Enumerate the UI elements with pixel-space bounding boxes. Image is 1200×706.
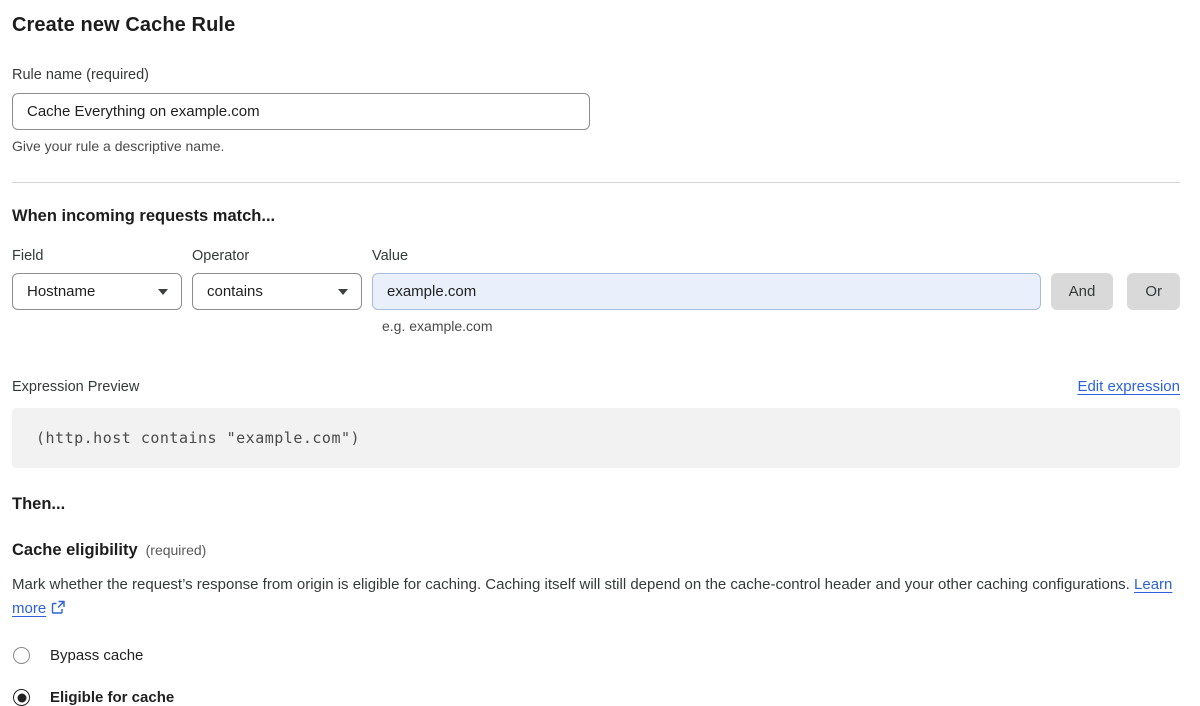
and-button[interactable]: And — [1051, 273, 1114, 310]
description-text: Mark whether the request’s response from origin is eligible for caching. Caching itself will still depend on the cache-control header and your other caching configurations. — [12, 576, 1130, 593]
required-note: (required) — [145, 542, 207, 558]
rule-name-helper: Give your rule a descriptive name. — [12, 138, 225, 154]
condition-column-labels — [12, 248, 1180, 264]
then-heading: Then... — [12, 495, 66, 513]
cache-eligibility-description — [12, 573, 1180, 621]
learn-more-link[interactable]: Learn more — [12, 576, 1173, 617]
page-title: Create new Cache Rule — [12, 14, 236, 36]
rule-name-label: Rule name (required) — [12, 67, 150, 83]
radio-label: Bypass cache — [50, 647, 144, 664]
match-heading: When incoming requests match... — [12, 207, 276, 225]
radio-option-eligible-for-cache[interactable] — [12, 689, 1180, 706]
field-select[interactable] — [12, 273, 182, 310]
expression-preview-code: (http.host contains "example.com") — [12, 408, 1180, 468]
radio-selected-icon[interactable] — [13, 689, 30, 706]
condition-builder-row — [12, 273, 1180, 310]
chevron-down-icon — [338, 289, 348, 295]
expression-header — [12, 378, 1180, 395]
value-input[interactable] — [372, 273, 1041, 310]
operator-column-label: Operator — [192, 248, 250, 264]
field-column-label: Field — [12, 248, 44, 264]
rule-name-input[interactable] — [12, 93, 590, 130]
expression-preview-label: Expression Preview — [12, 379, 140, 395]
radio-label: Eligible for cache — [50, 689, 175, 706]
external-link-icon — [51, 600, 66, 615]
chevron-down-icon — [158, 289, 168, 295]
value-helper: e.g. example.com — [382, 318, 493, 334]
operator-select[interactable] — [192, 273, 362, 310]
operator-select-value: contains — [207, 283, 263, 300]
radio-option-bypass-cache[interactable] — [12, 647, 1180, 664]
edit-expression-link[interactable]: Edit expression — [1077, 378, 1180, 395]
section-divider — [12, 182, 1180, 183]
or-button[interactable]: Or — [1127, 273, 1180, 310]
create-cache-rule-form — [12, 14, 1180, 706]
radio-unselected-icon[interactable] — [13, 647, 30, 664]
cache-eligibility-heading-row — [12, 541, 1180, 560]
value-column-label: Value — [372, 248, 409, 264]
field-select-value: Hostname — [27, 283, 96, 300]
cache-eligibility-heading: Cache eligibility — [12, 541, 138, 559]
